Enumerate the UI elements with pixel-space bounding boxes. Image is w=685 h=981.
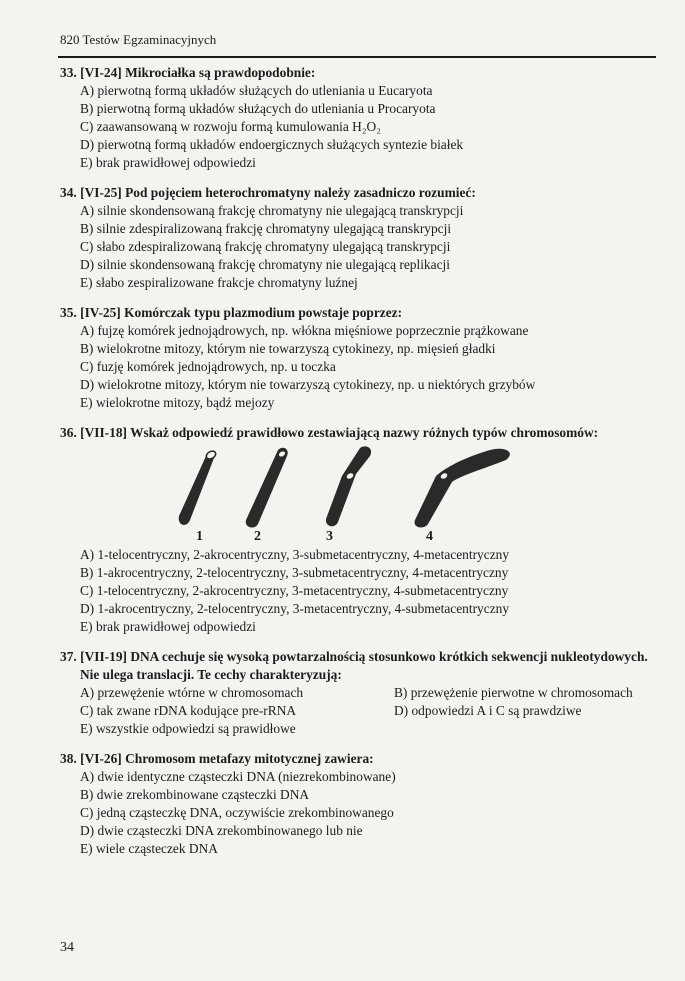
answer-option: D) wielokrotne mitozy, którym nie towarzyszą cytokinezy, np. u niektórych grzybów — [80, 377, 536, 392]
chromosome-label: 1 — [196, 529, 203, 544]
question-36 — [60, 424, 656, 636]
question-number: 35. — [60, 305, 77, 320]
question-34 — [60, 184, 656, 292]
question-title: [VII-19] DNA cechuje się wysoką powtarzalnością stosunkowo krótkich sekwencji nukleotydowych. Nie ulega translacji. Te cechy charakteryzują: — [80, 649, 648, 682]
header-rule — [58, 56, 656, 58]
answer-option: D) pierwotną formą układów endoergicznych służących syntezie białek — [80, 137, 464, 152]
chromosome-labels — [160, 528, 540, 548]
question-number: 37. — [60, 649, 77, 664]
answer-option: D) silnie skondensowaną frakcję chromatyny nie ulegającą replikacji — [80, 257, 450, 272]
answer-option: C) tak zwane rDNA kodujące pre-rRNA — [80, 703, 297, 718]
chromosome-label: 3 — [326, 529, 333, 544]
question-number: 33. — [60, 65, 77, 80]
question-33 — [60, 64, 656, 172]
answer-option: D) odpowiedzi A i C są prawdziwe — [394, 703, 582, 718]
answer-option: A) silnie skondensowaną frakcję chromatyny nie ulegającą transkrypcji — [80, 203, 464, 218]
chromosome-drawings — [160, 446, 540, 530]
question-number: 34. — [60, 185, 77, 200]
answer-option: E) wiele cząsteczek DNA — [80, 841, 218, 856]
answer-option: D) dwie cząsteczki DNA zrekombinowanego lub nie — [80, 823, 363, 838]
question-number: 36. — [60, 425, 77, 440]
answer-option: A) przewężenie wtórne w chromosomach — [80, 685, 304, 700]
answer-option: D) 1-akrocentryczny, 2-telocentryczny, 3-metacentryczny, 4-submetacentryczny — [80, 601, 510, 616]
answer-option: A) 1-telocentryczny, 2-akrocentryczny, 3-submetacentryczny, 4-metacentryczny — [80, 547, 510, 562]
question-title: [VII-18] Wskaż odpowiedź prawidłowo zestawiającą nazwy różnych typów chromosomów: — [80, 425, 599, 440]
answer-option: A) pierwotną formą układów służących do utleniania u Eucaryota — [80, 83, 433, 98]
answer-option: C) fuzję komórek jednojądrowych, np. u toczka — [80, 359, 336, 374]
answer-option: E) brak prawidłowej odpowiedzi — [80, 619, 256, 634]
chromosome-label: 2 — [254, 529, 261, 544]
question-38 — [60, 750, 656, 858]
page-content — [60, 64, 656, 870]
question-title: [VI-24] Mikrociałka są prawdopodobnie: — [80, 65, 316, 80]
chromosome-label: 4 — [426, 529, 433, 544]
answer-option: E) brak prawidłowej odpowiedzi — [80, 155, 256, 170]
answer-option: C) zaawansowaną w rozwoju formą kumulowania H₂O₂ — [80, 119, 381, 134]
page-number: 34 — [60, 940, 74, 955]
question-37 — [60, 648, 656, 738]
answer-option: A) fujzę komórek jednojądrowych, np. włókna mięśniowe poprzecznie prążkowane — [80, 323, 529, 338]
running-header: 820 Testów Egzaminacyjnych — [60, 32, 217, 47]
answer-option: A) dwie identyczne cząsteczki DNA (niezrekombinowane) — [80, 769, 396, 784]
answer-option: C) słabo zdespiralizowaną frakcję chromatyny ulegającą transkrypcji — [80, 239, 451, 254]
question-35 — [60, 304, 656, 412]
chromosome-3 — [326, 446, 371, 526]
question-title: [VI-26] Chromosom metafazy mitotycznej zawiera: — [80, 751, 374, 766]
answer-option: B) wielokrotne mitozy, którym nie towarzyszą cytokinezy, np. mięsień gładki — [80, 341, 496, 356]
answer-option: C) jedną cząsteczkę DNA, oczywiście zrekombinowanego — [80, 805, 394, 820]
answer-option: E) wszystkie odpowiedzi są prawidłowe — [80, 721, 296, 736]
answer-option: B) przewężenie pierwotne w chromosomach — [394, 685, 633, 700]
chromosome-4 — [415, 449, 510, 528]
answer-option: B) pierwotną formą układów służących do utleniania u Procaryota — [80, 101, 436, 116]
question-title: [VI-25] Pod pojęciem heterochromatyny należy zasadniczo rozumieć: — [80, 185, 476, 200]
answer-option: E) słabo zespiralizowane frakcje chromatyny luźnej — [80, 275, 358, 290]
chromosome-figure — [160, 446, 656, 546]
answer-option: E) wielokrotne mitozy, bądź mejozy — [80, 395, 275, 410]
answer-option: B) dwie zrekombinowane cząsteczki DNA — [80, 787, 310, 802]
chromosome-2 — [246, 448, 288, 528]
question-title: [IV-25] Komórczak typu plazmodium powstaje poprzez: — [80, 305, 403, 320]
question-number: 38. — [60, 751, 77, 766]
answer-option: B) 1-akrocentryczny, 2-telocentryczny, 3-submetacentryczny, 4-metacentryczny — [80, 565, 509, 580]
chromosome-1 — [179, 449, 217, 524]
answer-option: C) 1-telocentryczny, 2-akrocentryczny, 3-metacentryczny, 4-submetacentryczny — [80, 583, 509, 598]
answer-option: B) silnie zdespiralizowaną frakcję chromatyny ulegającą transkrypcji — [80, 221, 452, 236]
